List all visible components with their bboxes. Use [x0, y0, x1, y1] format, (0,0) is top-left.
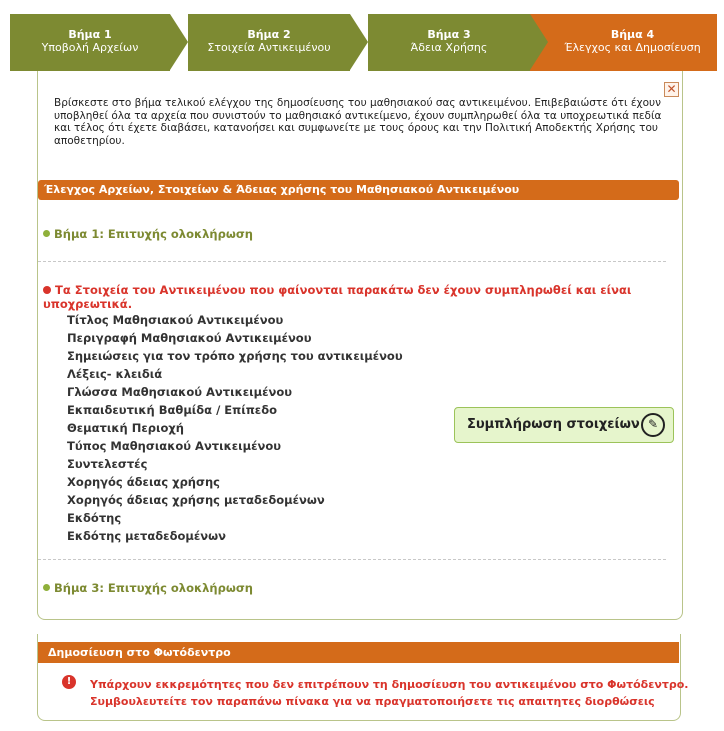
divider: [38, 559, 666, 560]
list-item: Χορηγός άδειας χρήσης μεταδεδομένων: [67, 493, 325, 507]
step-1-title: Βήμα 1: [68, 28, 112, 41]
step-3[interactable]: [368, 14, 530, 71]
step3-status: [43, 581, 253, 595]
publish-section-header: [38, 642, 679, 663]
step-2-arrow: [350, 14, 368, 70]
pencil-icon: ✎: [641, 413, 665, 437]
fill-fields-button[interactable]: [454, 407, 674, 443]
list-item: Συντελεστές: [67, 457, 148, 471]
step2-error-text: Τα Στοιχεία του Αντικειμένου που φαίνονται παρακάτω δεν έχουν συμπληρωθεί και είναι υποχρεωτικά.: [43, 283, 632, 311]
publish-section-title: Δημοσίευση στο Φωτόδεντρο: [48, 646, 231, 659]
list-item: Σημειώσεις για τον τρόπο χρήσης του αντικειμένου: [67, 349, 403, 363]
list-item: Λέξεις- κλειδιά: [67, 367, 163, 381]
step-4-subtitle: Έλεγχος και Δημοσίευση: [564, 41, 701, 54]
list-item: Θεματική Περιοχή: [67, 421, 184, 435]
step-1[interactable]: [10, 14, 170, 71]
step3-status-text: Βήμα 3: Επιτυχής ολοκλήρωση: [54, 581, 253, 595]
list-item: Εκπαιδευτική Βαθμίδα / Επίπεδο: [67, 403, 278, 417]
check-section-title: Έλεγχος Αρχείων, Στοιχείων & Άδειας χρήσης του Μαθησιακού Αντικειμένου: [44, 183, 520, 196]
step-1-arrow: [170, 14, 188, 70]
missing-fields-list: [67, 311, 403, 545]
step2-error: [43, 283, 724, 311]
publish-warning-line2: Συμβουλευτείτε τον παραπάνω πίνακα για να πραγματοποιήσετε τις απαιτητες διορθώσεις: [90, 695, 655, 708]
publish-warning-line1: Υπάρχουν εκκρεμότητες που δεν επιτρέπουν τη δημοσίευση του αντικειμένου στο Φωτόδεντρο.: [90, 678, 689, 691]
error-dot-icon: [43, 286, 51, 294]
success-dot-icon: [43, 584, 50, 591]
success-dot-icon: [43, 230, 50, 237]
step-4-title: Βήμα 4: [610, 28, 655, 41]
list-item: Τύπος Μαθησιακού Αντικειμένου: [67, 439, 282, 453]
step1-status-text: Βήμα 1: Επιτυχής ολοκλήρωση: [54, 227, 253, 241]
list-item: Χορηγός άδειας χρήσης: [67, 475, 220, 489]
warning-icon: !: [62, 675, 76, 689]
publish-warning: [90, 676, 688, 710]
step-2-subtitle: Στοιχεία Αντικειμένου: [207, 41, 331, 54]
check-section-header: [38, 180, 679, 200]
close-icon[interactable]: ✕: [664, 82, 679, 97]
list-item: Γλώσσα Μαθησιακού Αντικειμένου: [67, 385, 292, 399]
wizard-steps: [10, 14, 717, 71]
divider: [38, 261, 666, 262]
list-item: Εκδότης μεταδεδομένων: [67, 529, 226, 543]
step-3-title: Βήμα 3: [427, 28, 471, 41]
list-item: Τίτλος Μαθησιακού Αντικειμένου: [67, 313, 284, 327]
step1-status: [43, 227, 253, 241]
step-4-active[interactable]: [530, 14, 717, 71]
step-2[interactable]: [188, 14, 350, 71]
fill-fields-label: Συμπλήρωση στοιχείων: [467, 417, 640, 432]
intro-text: Βρίσκεστε στο βήμα τελικού ελέγχου της δημοσίευσης του μαθησιακού σας αντικειμένου. Επιβεβαιώστε ότι έχουν υποβληθεί όλα τα αρχεία που συνιστούν το μαθησιακό αντικείμενο, έχουν συμπληρωθεί όλα τα υποχρεωτικά πεδία και τέλος ότι έχετε διαβάσει, κατανοήσει και συμφωνείτε με τους όρους και την Πολιτική Αποδεκτής Χρήσης του αποθετηρίου.: [54, 97, 662, 147]
step-3-arrow-overlay: [530, 14, 548, 70]
list-item: Εκδότης: [67, 511, 122, 525]
step-2-title: Βήμα 2: [247, 28, 291, 41]
list-item: Περιγραφή Μαθησιακού Αντικειμένου: [67, 331, 312, 345]
step-1-subtitle: Υποβολή Αρχείων: [41, 41, 139, 54]
step-3-subtitle: Άδεια Χρήσης: [410, 41, 488, 54]
